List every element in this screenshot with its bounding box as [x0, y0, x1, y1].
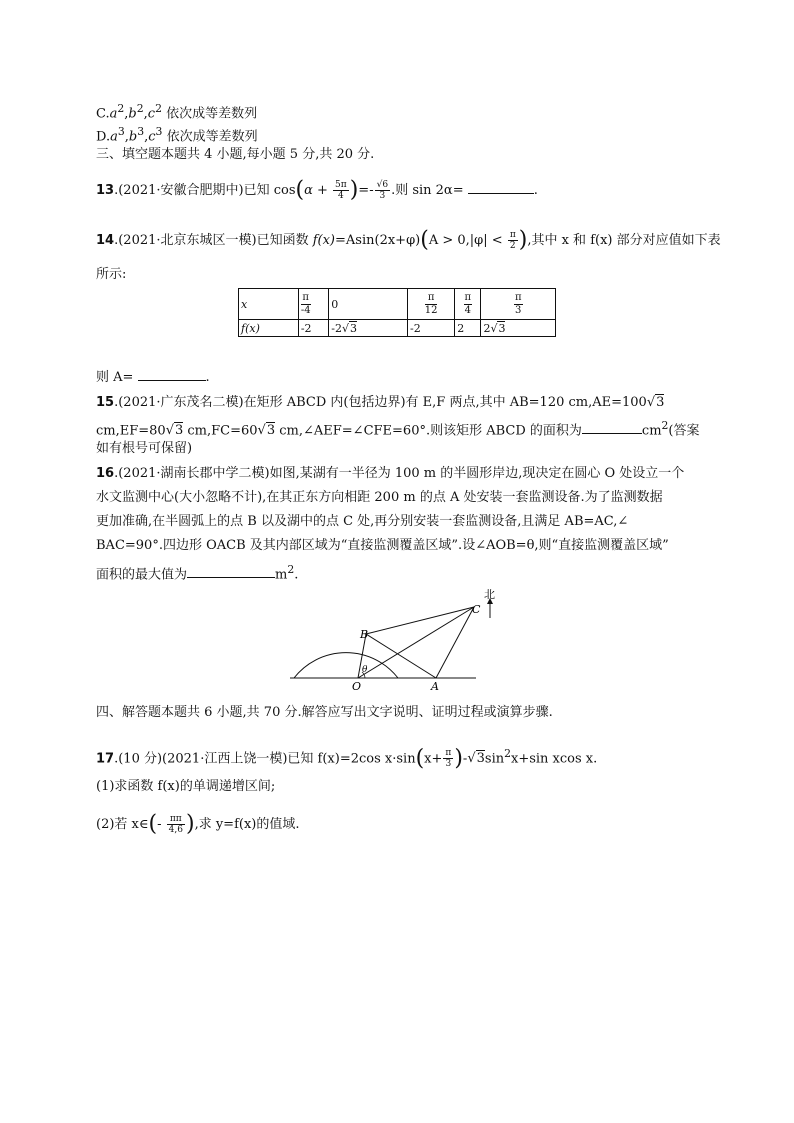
table-cell	[329, 289, 408, 320]
q15-segment: cm,FC=60	[183, 423, 258, 439]
fraction	[425, 292, 438, 317]
radicand: 3	[498, 321, 506, 335]
q17-part-2-prefix: (2)若 x∈	[96, 817, 149, 832]
segment-ba	[366, 634, 436, 678]
unit: m	[275, 567, 288, 583]
frac-num: π	[445, 748, 452, 759]
q16-line-2: 水文监测中心(大小忽略不计),在其正东方向相距 200 m 的点 A 处安装一套监测设备.为了监测数据	[96, 490, 663, 505]
answer-blank	[138, 368, 206, 381]
q17-part-2	[96, 811, 300, 837]
sin: sin	[484, 751, 505, 767]
north-label: 北	[484, 588, 495, 601]
minus: -	[462, 751, 468, 767]
q13-source: .(2021·安徽合肥期中)已知 cos	[114, 183, 296, 198]
exp: 2	[661, 419, 669, 432]
unit: cm	[641, 423, 662, 439]
sqrt: √3	[257, 423, 276, 439]
answer-blank	[187, 565, 275, 578]
q17-inner: x+	[424, 751, 443, 767]
q14-formula: =Asin(2x+φ)	[335, 233, 421, 248]
paren-close: )	[349, 177, 359, 203]
q17-part-2-suffix: ,求 y=f(x)的值域.	[194, 817, 300, 832]
frac-den: 4	[338, 191, 344, 201]
paren-close: )	[518, 227, 528, 253]
q14-source: .(2021·北京东城区一模)已知函数	[114, 233, 313, 248]
function-f: f(x)	[312, 233, 336, 248]
q14-tail: ,其中 x 和 f(x) 部分对应值如下表	[527, 233, 721, 248]
table-cell	[298, 289, 328, 320]
exp: 3	[155, 125, 163, 138]
question-15	[96, 394, 664, 412]
alpha: α	[304, 183, 313, 198]
frac-den-value: 4	[304, 304, 311, 316]
var-c: c	[147, 106, 156, 122]
option-d-text: 依次成等差数列	[166, 129, 258, 145]
table-row-fx	[239, 320, 556, 337]
segment-ca	[436, 607, 474, 678]
question-number: 14	[96, 233, 115, 248]
paren-open: (	[415, 745, 425, 771]
q17-source: .(10 分)(2021·江西上饶一模)已知 f(x)=2cos x·sin	[114, 751, 416, 767]
exp: 2	[136, 102, 144, 115]
point-o-label: O	[352, 680, 362, 693]
table-cell	[455, 289, 481, 320]
radicand: 3	[350, 321, 357, 335]
frac-num: π	[509, 230, 516, 240]
radicand: 3	[656, 395, 665, 410]
segment-oc	[358, 607, 474, 678]
q17-tail: x+sin xcos x.	[511, 751, 598, 767]
paren-open: (	[420, 227, 429, 253]
frac-den: 4,6	[168, 825, 183, 835]
paren-close: )	[185, 811, 195, 837]
q14-condition: A > 0,|φ| <	[428, 233, 507, 248]
q15-segment: cm,EF=80	[96, 423, 166, 439]
exp: 2	[287, 563, 295, 576]
frac-den: 2	[509, 241, 516, 251]
option-c-label: C.	[96, 106, 110, 122]
answer-blank	[582, 421, 642, 434]
question-17	[96, 745, 597, 769]
exp: 2	[117, 102, 125, 115]
frac-den: 4	[464, 304, 472, 316]
cell-value: 2	[457, 321, 465, 335]
var-b: b	[128, 129, 138, 145]
q17-part-1: (1)求函数 f(x)的单调递增区间;	[96, 779, 276, 794]
q14-answer	[96, 368, 210, 387]
fraction	[167, 814, 185, 835]
frac-den: -4	[300, 304, 311, 316]
frac-num: 5π	[335, 180, 347, 190]
exp: 2	[155, 102, 162, 115]
point-c-label: C	[472, 603, 481, 616]
fraction	[375, 180, 390, 201]
q16-line-1: .(2021·湖南长郡中学二模)如图,某湖有一半径为 100 m 的半圆形岸边,现决定在圆心 O 处设立一个	[114, 466, 685, 481]
question-16	[96, 465, 684, 483]
table-cell	[407, 289, 454, 320]
cell-value: -2	[331, 321, 342, 335]
plus: +	[312, 183, 333, 198]
q15-line-1: .(2021·广东茂名二模)在矩形 ABCD 内(包括边界)有 E,F 两点,其中 AB=120 cm,AE=100	[114, 395, 647, 410]
table-cell	[481, 289, 556, 320]
cell-value: 2	[483, 321, 491, 335]
table-cell	[481, 320, 556, 337]
sqrt: √3	[341, 321, 357, 335]
table-header-x	[239, 289, 299, 320]
table-header-fx	[239, 320, 299, 337]
sqrt: √3	[467, 751, 485, 767]
question-13: 13.(2021·安徽合肥期中)已知 cos(α + $\frac{5\pi}{4}$ )=- $\frac{√6}{3}$ .则 sin 2α= .	[96, 177, 538, 203]
table-cell	[298, 320, 328, 337]
cell-value: -2	[409, 321, 421, 335]
lake-figure	[286, 588, 516, 698]
table-row-x	[239, 289, 556, 320]
fraction	[333, 180, 349, 201]
question-14	[96, 227, 721, 253]
q16-segment: 面积的最大值为	[96, 567, 188, 583]
exp: 2	[504, 747, 511, 760]
exp: 3	[137, 125, 145, 138]
frac-num: π	[464, 291, 472, 303]
fraction	[514, 292, 523, 317]
q15-line-2	[96, 417, 700, 440]
frac-den: 3	[515, 304, 522, 316]
q15-segment: cm,∠AEF=∠CFE=60°.则该矩形 ABCD 的面积为	[275, 423, 582, 439]
fraction	[508, 230, 518, 251]
frac-den: 3	[379, 191, 386, 201]
question-number: 16	[96, 466, 115, 481]
theta-label: θ	[362, 665, 368, 675]
fraction	[443, 748, 453, 769]
table-cell	[407, 320, 454, 337]
q16-line-3: 更加准确,在半圆弧上的点 B 以及湖中的点 C 处,再分别安装一套监测设备,且满足 AB=AC,∠	[96, 514, 629, 529]
sqrt: √3	[490, 321, 506, 335]
value-table	[238, 288, 556, 337]
point-b-label: B	[360, 628, 369, 641]
question-number: 15	[96, 395, 115, 410]
radicand: 3	[476, 751, 485, 767]
cell-value: -2	[300, 321, 312, 335]
frac-den: 3	[445, 759, 452, 770]
question-number: 13	[96, 183, 115, 198]
section-3-title: 三、填空题本题共 4 小题,每小题 5 分,共 20 分.	[96, 147, 375, 162]
var-a: a	[109, 106, 118, 122]
header-x: x	[241, 297, 248, 311]
fraction	[301, 292, 311, 317]
fraction	[464, 292, 473, 317]
point-a-label: A	[431, 680, 439, 693]
q15-line-3: 如有根号可保留)	[96, 441, 193, 456]
minus: -	[157, 817, 166, 832]
q14-line-2: 所示:	[96, 267, 127, 282]
q14-answer-end: .	[205, 370, 210, 385]
header-fx: f(x)	[241, 321, 260, 335]
question-number: 17	[96, 751, 115, 767]
segment-bc	[366, 607, 474, 634]
sqrt: √3	[646, 395, 665, 410]
frac-den: 12	[424, 304, 438, 316]
frac-num: ππ	[167, 814, 185, 825]
q15-tail: (答案	[668, 423, 700, 439]
var-a: a	[110, 129, 118, 145]
q16-line-5: 面积的最大值为 $m^2$.	[96, 563, 299, 583]
answer-blank	[468, 181, 534, 194]
sqrt: √3	[165, 423, 184, 439]
paren-open: (	[148, 811, 158, 837]
var-b: b	[128, 106, 137, 122]
q14-answer-prefix: 则 A=	[96, 370, 138, 385]
option-d: $D.a^3,b^3,c^3$ 依次成等差数列	[96, 125, 258, 145]
paren-close: )	[454, 745, 463, 771]
q13-tail: .则 sin 2α=	[391, 183, 468, 198]
equals: =-	[358, 183, 374, 198]
radicand: 3	[266, 423, 276, 439]
option-d-label: D.	[96, 129, 111, 145]
frac-num: π	[302, 291, 309, 303]
option-c-text: 依次成等差数列	[166, 106, 258, 122]
cell-value: 0	[331, 297, 339, 311]
table-cell	[455, 320, 481, 337]
var-c: c	[148, 129, 156, 145]
q16-line-4: BAC=90°.四边形 OACB 及其内部区域为“直接监测覆盖区域”.设∠AOB=θ,则“直接监测覆盖区域”	[96, 538, 669, 553]
paren-open: (	[295, 177, 305, 203]
frac-num: √6	[376, 180, 389, 190]
frac-num: π	[425, 292, 438, 305]
table-cell	[329, 320, 408, 337]
option-c: $C.a^2,b^2,c^2$ 依次成等差数列	[96, 102, 258, 122]
frac-num: π	[514, 291, 522, 303]
radicand: 3	[174, 423, 184, 439]
exp: 3	[117, 125, 125, 138]
section-4-title: 四、解答题本题共 6 小题,共 70 分.解答应写出文字说明、证明过程或演算步骤.	[96, 705, 553, 720]
semicircle-arc	[294, 653, 398, 678]
